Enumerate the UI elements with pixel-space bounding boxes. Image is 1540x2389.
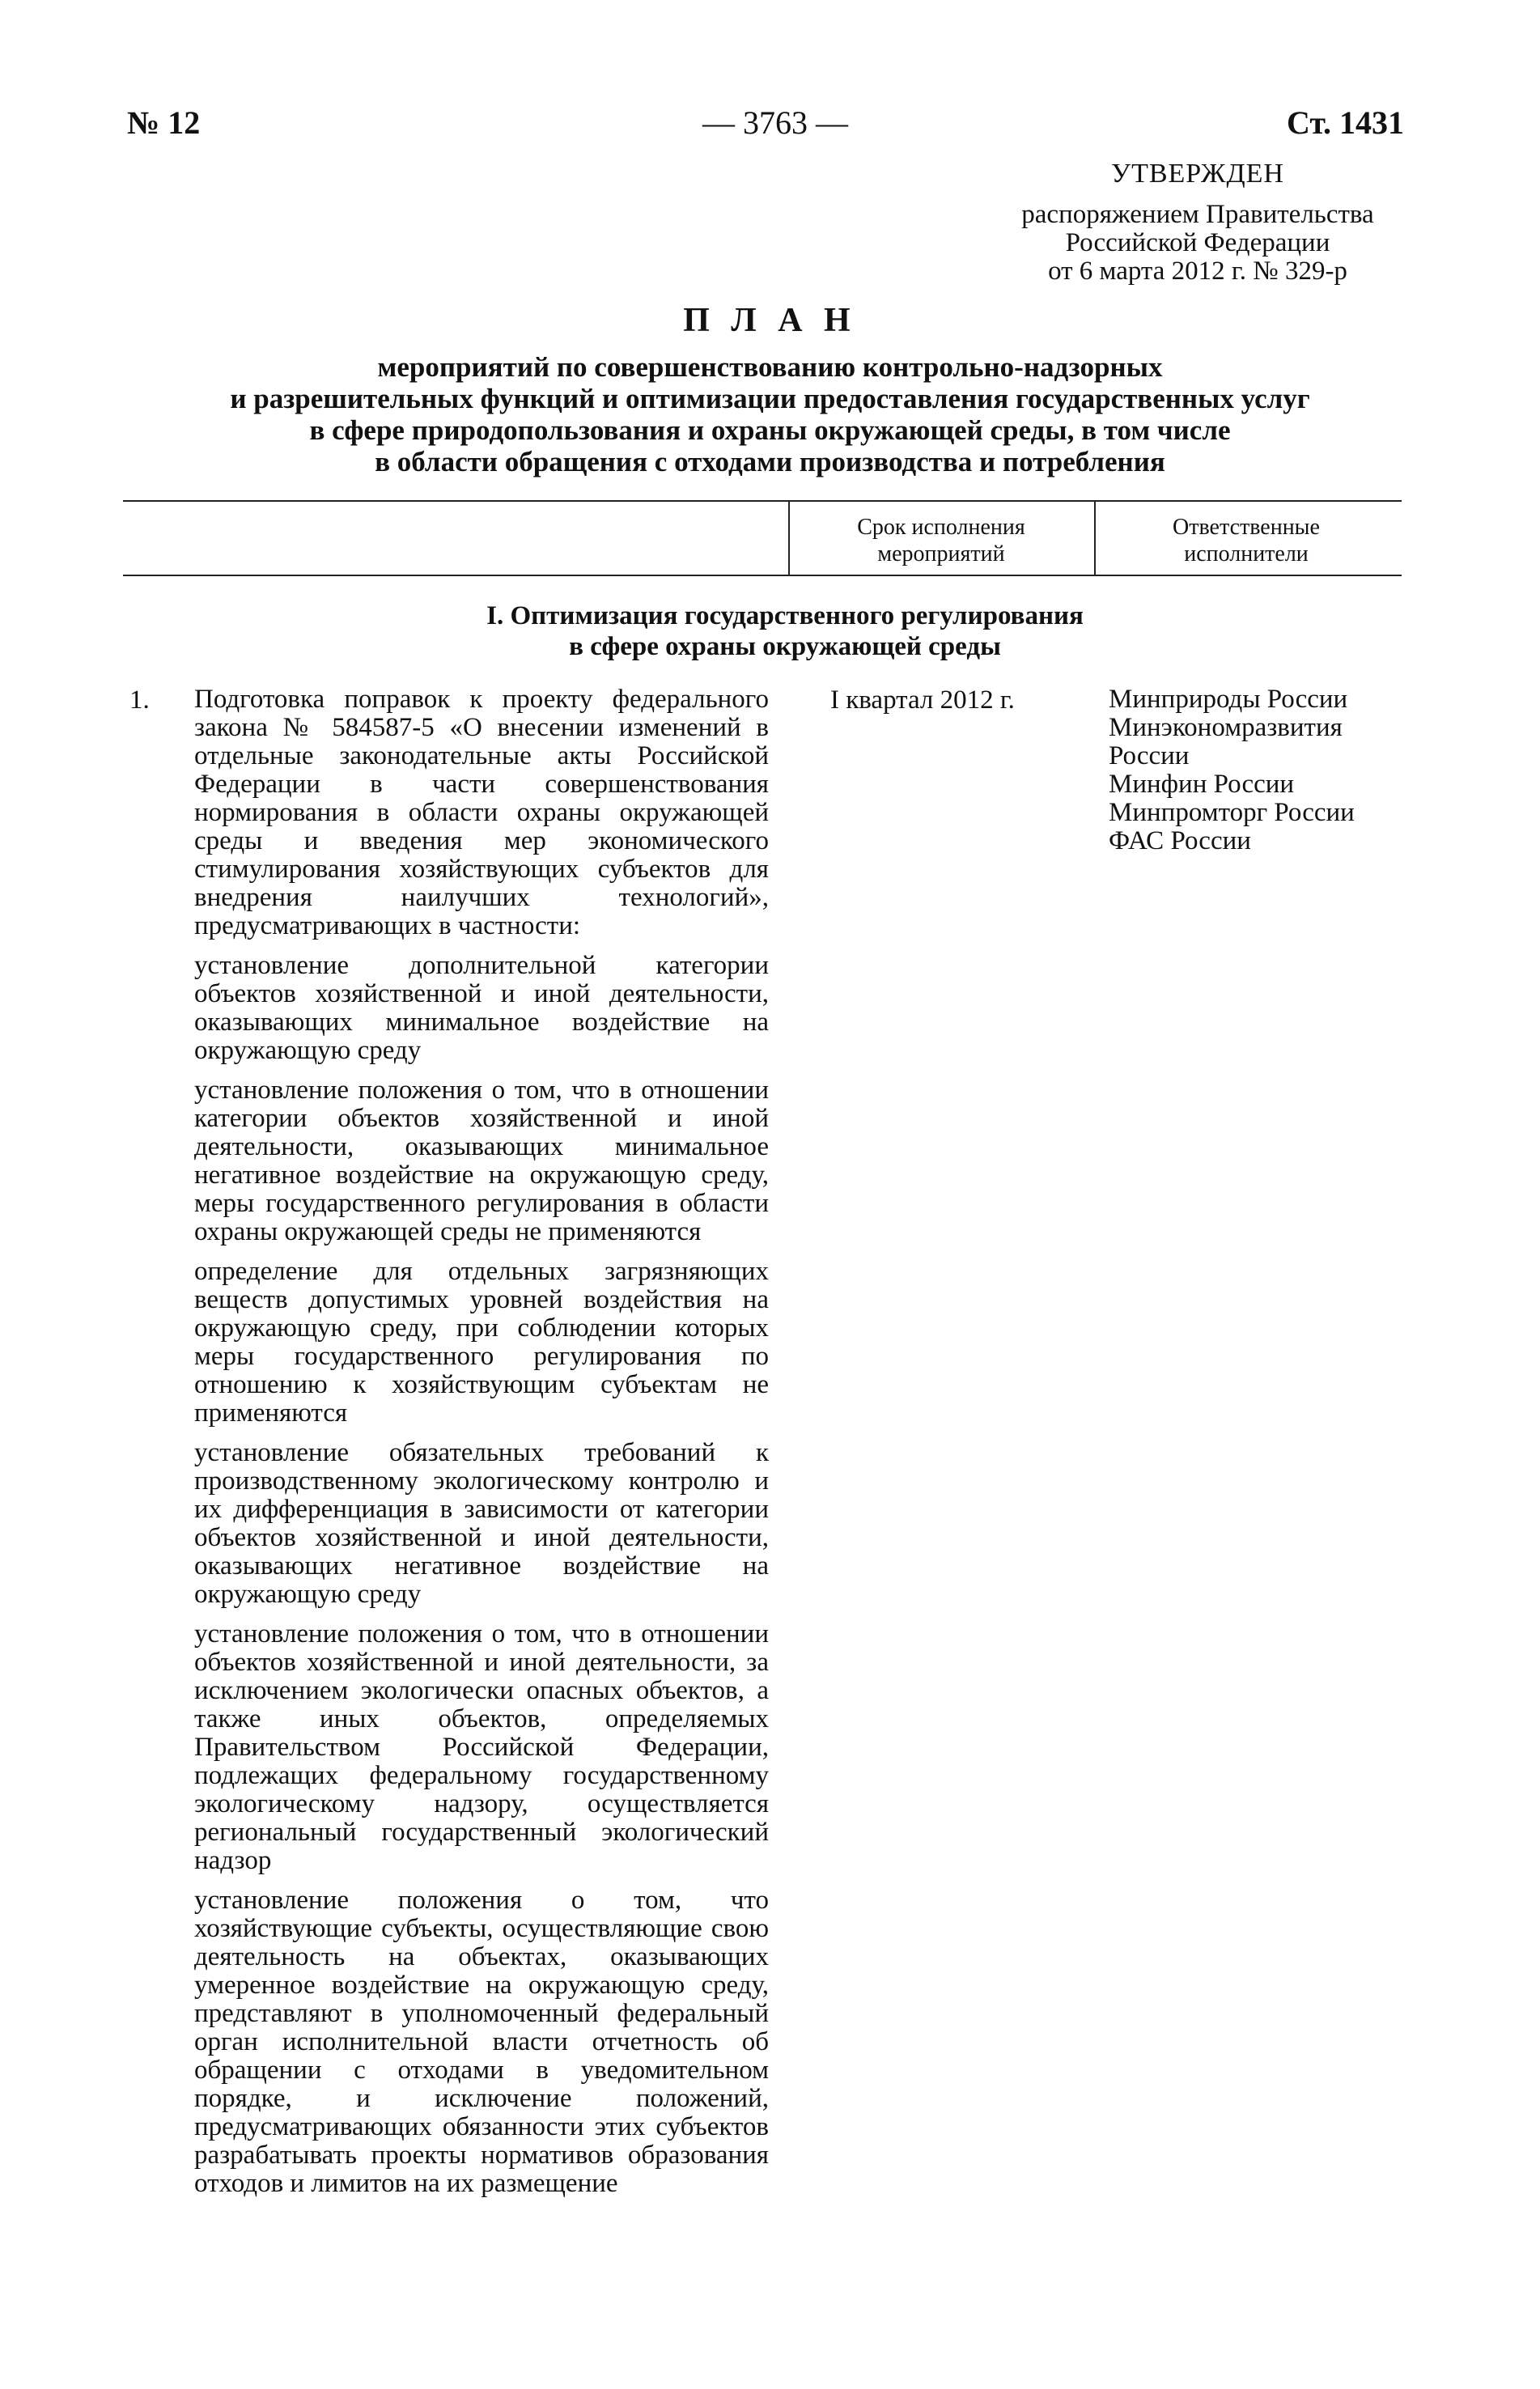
item-executors — [1109, 685, 1408, 855]
column-header-deadline: Срок исполнения мероприятий — [857, 515, 1025, 566]
table-top-rule — [123, 500, 1402, 502]
approval-line: распоряжением Правительства — [1021, 200, 1374, 229]
executor: ФАС России — [1109, 826, 1251, 855]
column-header-executors: Ответственные исполнители — [1173, 515, 1320, 566]
column-divider — [1094, 500, 1096, 575]
item-measures — [194, 685, 769, 2209]
measure-paragraph: установление положения о том, что в отношении объектов хозяйственной и иной деятельности, за исключением экологически опасных объектов, а также иных объектов, определяемых Правительством Российской Федерации, подлежащих федеральному государственному экологическому надзору, осуществляется региональный государственный экологический надзор — [194, 1619, 769, 1875]
item-deadline: I квартал 2012 г. — [830, 685, 1015, 715]
section-title — [380, 600, 1190, 662]
section-title-line: в сфере охраны окружающей среды — [569, 632, 1001, 661]
measure-paragraph: установление положения о том, что хозяйствующие субъекты, осуществляющие свою деятельность на объектах, оказывающих умеренное воздействие на окружающую среду, представляют в уполномоченный федеральный орган исполнительной власти отчетность об обращении с отходами в уведомительном порядке, и исключение положений, предусматривающих обязанности этих субъектов разрабатывать проекты нормативов образования отходов и лимитов на их размещение — [194, 1886, 769, 2198]
item-number: 1. — [129, 685, 150, 715]
page-number: — 3763 — — [702, 104, 848, 141]
approval-line: Российской Федерации — [1065, 228, 1330, 257]
section-title-line: I. Оптимизация государственного регулирования — [486, 601, 1084, 630]
measure-paragraph: Подготовка поправок к проекту федерального закона № 584587-5 «О внесении изменений в отдельные законодательные акты Российской Федерации в части совершенствования нормирования в области охраны окружающей среды и введения мер экономического стимулирования хозяйствующих субъектов для внедрения наилучших технологий», предусматривающих в частности: — [194, 685, 769, 940]
column-divider — [788, 500, 790, 575]
plan-subtitle — [146, 351, 1394, 477]
executor: Минфин России — [1109, 770, 1295, 799]
executor: Минэкономразвития России — [1109, 713, 1343, 770]
table-header-bottom-rule — [123, 575, 1402, 576]
issue-number: № 12 — [127, 104, 201, 141]
measure-paragraph: определение для отдельных загрязняющих веществ допустимых уровней воздействия на окружающую среду, при соблюдении которых меры государственного регулирования по отношению к хозяйствующим субъектам не применяются — [194, 1257, 769, 1428]
executor: Минпромторг России — [1109, 798, 1355, 827]
article-number: Ст. 1431 — [1287, 104, 1404, 141]
measure-paragraph: установление обязательных требований к производственному экологическому контролю и их дифференциация в зависимости от категории объектов хозяйственной и иной деятельности, оказывающих негативное воздействие на окружающую среду — [194, 1438, 769, 1609]
approval-line: от 6 марта 2012 г. № 329-р — [1048, 257, 1347, 286]
plan-title: П Л А Н — [683, 302, 857, 339]
approval-title: УТВЕРЖДЕН — [1111, 159, 1284, 189]
plan-subtitle-line: в области обращения с отходами производства и потребления — [375, 446, 1165, 477]
executor: Минприроды России — [1109, 685, 1348, 714]
measure-paragraph: установление дополнительной категории объектов хозяйственной и иной деятельности, оказывающих минимальное воздействие на окружающую среду — [194, 951, 769, 1065]
plan-subtitle-line: и разрешительных функций и оптимизации предоставления государственных услуг — [230, 383, 1310, 414]
plan-subtitle-line: в сфере природопользования и охраны окружающей среды, в том числе — [309, 414, 1231, 446]
approval-block — [987, 201, 1408, 286]
plan-subtitle-line: мероприятий по совершенствованию контрольно-надзорных — [377, 351, 1163, 383]
measure-paragraph: установление положения о том, что в отношении категории объектов хозяйственной и иной деятельности, оказывающих минимальное негативное воздействие на окружающую среду, меры государственного регулирования в области охраны окружающей среды не применяются — [194, 1076, 769, 1246]
